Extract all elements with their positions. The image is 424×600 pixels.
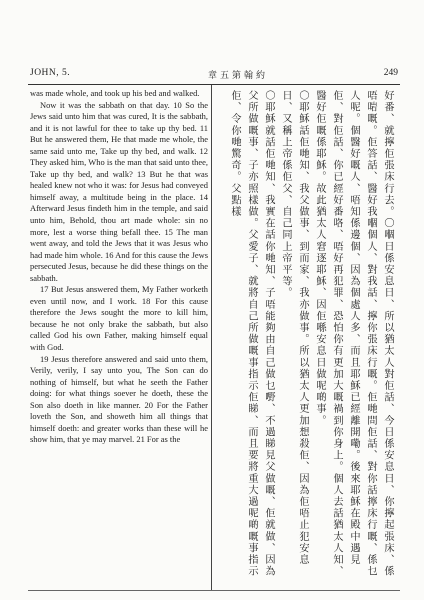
- english-paragraph: 17 But Jesus answered them, My Father worketh even until now, and I work. 18 For this cause therefore the Jews sought the more to kill him, because he not only brake the sabbath, but also called God his own Father, making himself equal with God.: [30, 284, 208, 353]
- chapter-reference: JOHN, 5.: [30, 68, 71, 78]
- chinese-column: [211, 90, 396, 588]
- chinese-paragraph: 〇耶穌話佢哋知、我父做事、到而家、我亦做事。所以猶太人更加想殺佢、因為佢唔止犯安息日、又稱上帝係佢父、自己同上帝平等。: [280, 90, 308, 566]
- english-column: [30, 88, 208, 446]
- chinese-paragraph: 好番、就擰佢張床行去。〇嗰日係安息日、所以猶太人對佢話、今日係安息日、你擰起張床、係唔啱嘅。佢答話、醫好我嗰個人、對我話、擰你張床行嘅。佢哋問佢話、對你話擰床行嘅、係乜人呢。個醫好嘅人、唔知係邊個、因為個處人多、而且耶穌已經離開嘞。後來耶穌在殿中遇見佢、對佢話、你已經好番咯、唔好再犯罪、恐怕你有更加大嘅禍到你身上。個人去話猶太人知、醫好佢嘅係耶穌。故此猶太人窘逐耶穌、因佢喺安息日做呢啲事。: [314, 90, 393, 578]
- header-rule: [28, 84, 400, 85]
- footer-rule: [28, 590, 400, 591]
- english-paragraph: Now it was the sabbath on that day. 10 So the Jews said unto him that was cured, It is the sabbath, and it is not lawful for thee to take up thy bed. 11 But he answered them, He that made me whole, the same said unto me, Take up thy bed, and walk. 12 They asked him, Who is the man that said unto thee, Take up thy bed, and walk? 13 But he that was healed knew not who it was: for Jesus had conveyed himself away, a multitude being in the place. 14 Afterward Jesus findeth him in the temple, and said unto him, Behold, thou art made whole: sin no more, lest a worse thing befall thee. 15 The man went away, and told the Jews that it was Jesus who had made him whole. 16 And for this cause the Jews persecuted Jesus, because he did these things on the sabbath.: [30, 99, 208, 283]
- chinese-chapter-heading: 章五第翰約: [208, 71, 269, 81]
- chinese-paragraph: 〇耶穌就話佢哋知、我實在話你哋知、子唔能夠由自己做乜嘢、不過睇見父做嘅、佢就做、因為父所做嘅事、子亦照樣做。父愛子、就將自己所做嘅事指示佢睇、而且要將重大過呢啲嘅事指示佢、令你哋驚奇。父點樣: [229, 90, 274, 578]
- page-header: [30, 68, 400, 82]
- english-paragraph: was made whole, and took up his bed and walked.: [30, 88, 200, 98]
- page-number: 249: [383, 68, 398, 78]
- english-paragraph: 19 Jesus therefore answered and said unto them, Verily, verily, I say unto you, The Son can do nothing of himself, but what he seeth the Father doing: for what things soever he doeth, these the Son also doeth in like manner. 20 For the Father loveth the Son, and showeth him all things that himself doeth: and greater works than these will he show him, that ye may marvel. 21 For as the: [30, 353, 208, 445]
